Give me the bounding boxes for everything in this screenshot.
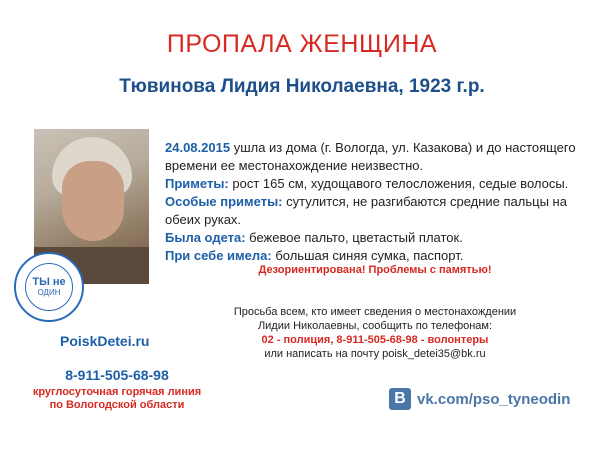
disappearance-text: ушла из дома (г. Вологда, ул. Казакова) и до настоящего времени ее местонахождение неизвестно. (165, 140, 576, 173)
belongings-line (165, 247, 585, 265)
stamp-text-bottom: ОДИН (37, 288, 61, 297)
missing-person-name: Тювинова Лидия Николаевна, 1923 г.р. (119, 76, 485, 97)
hotline-description (20, 386, 214, 412)
request-line-2: Лидии Николаевны, сообщить по телефонам: (257, 320, 493, 332)
photo-face (62, 161, 124, 241)
hotline-line-1: круглосуточная горячая линия (32, 386, 202, 398)
clothes-line (165, 229, 585, 247)
signs-label: Приметы: (165, 176, 229, 191)
website-link[interactable]: PoiskDetei.ru (60, 333, 150, 349)
signs-line (165, 175, 585, 193)
description-block (165, 139, 585, 265)
special-signs-label: Особые приметы: (165, 194, 283, 209)
vk-url[interactable]: vk.com/pso_tyneodin (417, 390, 571, 408)
request-phones: 02 - полиция, 8-911-505-68-98 - волонтеры (261, 334, 489, 346)
disappearance-date: 24.08.2015 (165, 140, 231, 155)
disappearance-line (165, 139, 585, 175)
stamp-inner-circle (25, 263, 73, 311)
vk-link[interactable] (389, 388, 570, 410)
special-signs-text: сутулится, не разгибаются средние пальцы на обеих руках. (165, 194, 567, 227)
memory-warning: Дезориентирована! Проблемы с памятью! (258, 264, 492, 276)
signs-text: рост 165 см, худощавого телосложения, седые волосы. (228, 176, 569, 191)
contact-request (165, 305, 585, 361)
clothes-label: Была одета: (165, 230, 246, 245)
request-line-1: Просьба всем, кто имеет сведения о местонахождении (233, 306, 517, 318)
page-title: ПРОПАЛА ЖЕНЩИНА (166, 30, 438, 58)
organization-stamp-logo (14, 252, 84, 322)
clothes-text: бежевое пальто, цветастый платок. (245, 230, 463, 245)
vk-icon: В (389, 388, 411, 410)
hotline-line-2: по Вологодской области (49, 399, 185, 411)
belongings-label: При себе имела: (165, 248, 272, 263)
hotline-phone[interactable]: 8-911-505-68-98 (65, 367, 169, 383)
request-email: или написать на почту poisk_detei35@bk.ru (264, 348, 486, 360)
special-signs-line (165, 193, 585, 229)
stamp-text-top: ТЫ не (32, 276, 66, 288)
belongings-text: большая синяя сумка, паспорт. (271, 248, 464, 263)
